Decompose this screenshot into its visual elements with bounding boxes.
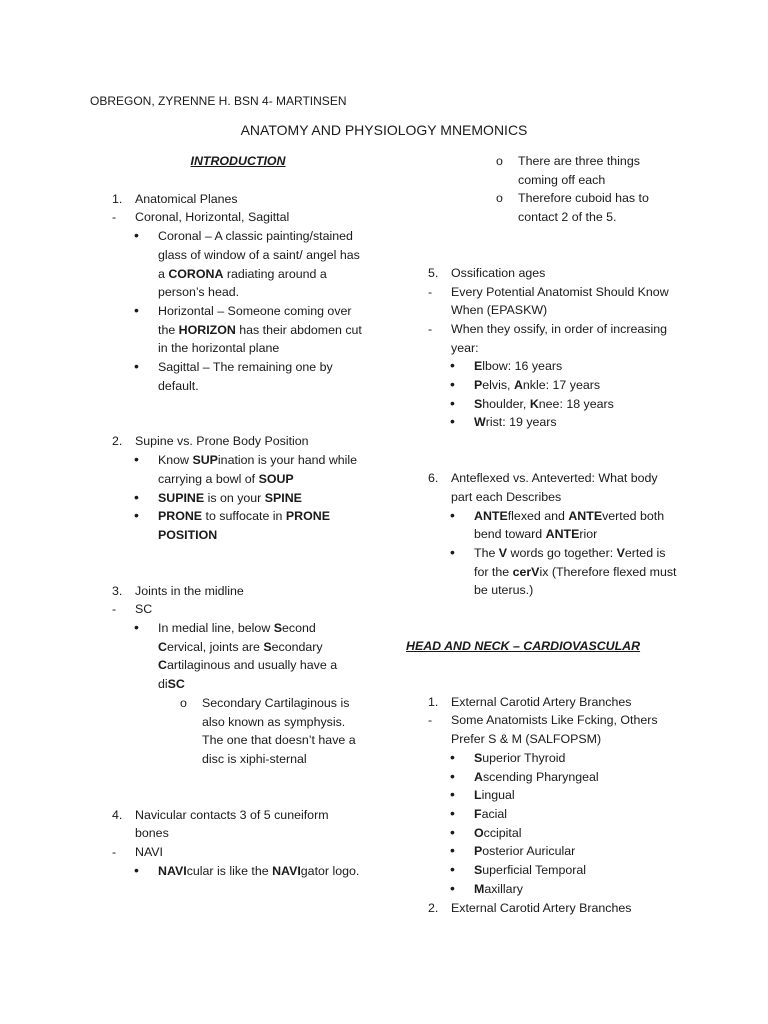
list-item-text: C	[158, 639, 167, 654]
list-item-text: scending Pharyngeal	[482, 769, 599, 784]
list-item-text: S	[474, 750, 483, 765]
list-item	[112, 190, 364, 209]
list-item-text: SOUP	[258, 471, 294, 486]
list-item-text: F	[474, 806, 482, 821]
spacer	[428, 432, 680, 469]
list-item	[428, 899, 680, 918]
list-item-text: Know	[158, 453, 193, 468]
list-item	[428, 880, 680, 899]
list-item	[112, 227, 364, 302]
list-item	[112, 451, 364, 488]
list-item-text: nkle: 17 years	[522, 378, 601, 393]
section-heading-text: HEAD AND NECK	[406, 639, 510, 654]
list-item	[428, 786, 680, 805]
list-item-text: ANTE	[545, 527, 580, 542]
right-column	[406, 152, 680, 917]
list-item-text: ix (Therefore flexed must be uterus.)	[474, 564, 677, 598]
list-item	[428, 152, 680, 189]
list-item-text: flexed and	[507, 508, 569, 523]
list-item-text: lbow: 16 years	[482, 359, 563, 374]
list-marker: o	[496, 191, 503, 206]
list-item	[112, 862, 364, 881]
list-item-text: uperficial Temporal	[482, 863, 587, 878]
list-marker: •	[134, 861, 139, 878]
list-item-text: PRONE	[158, 509, 203, 524]
list-item-text: Sagittal – The remaining one by default.	[158, 360, 333, 393]
list-item-text: S	[474, 396, 483, 411]
list-item-text: ination is your hand while carrying a bowl of	[158, 453, 358, 486]
list-item	[112, 432, 364, 451]
list-item-text: External Carotid Artery Branches	[451, 900, 632, 915]
list-item-text: P	[474, 378, 483, 393]
list-item-text: V	[616, 545, 625, 560]
list-item-text: is on your	[204, 490, 265, 505]
list-item-text: SPINE	[264, 490, 302, 505]
list-item	[428, 507, 680, 544]
list-item-text: elvis,	[482, 378, 514, 393]
list-item-text: erted is for the	[474, 545, 666, 579]
list-item-text: rior	[579, 527, 598, 542]
list-marker: 4.	[112, 807, 123, 822]
list-marker: 5.	[428, 265, 439, 280]
list-marker: •	[450, 861, 455, 878]
list-marker: •	[450, 786, 455, 803]
list-item-text: W	[474, 415, 486, 430]
list-item-text: V	[498, 545, 508, 560]
list-item-text: M	[474, 881, 485, 896]
list-item-text: A	[474, 769, 483, 784]
list-item	[428, 357, 680, 376]
section-heading: HEAD AND NECK – CARDIOVASCULAR	[406, 639, 641, 654]
list-marker: •	[450, 394, 455, 411]
list-item-text: verted both bend toward	[474, 508, 665, 542]
list-item	[112, 208, 364, 227]
list-item-text: Some Anatomists Like Fcking, Others Prefer S & M (SALFOPSM)	[451, 713, 658, 747]
list-item-text: O	[474, 825, 484, 840]
list-marker: •	[134, 619, 139, 636]
list-item	[112, 600, 364, 619]
list-marker: -	[428, 713, 433, 728]
list-item	[112, 619, 364, 694]
list-marker: 1.	[112, 191, 123, 206]
list-item	[428, 189, 680, 226]
list-item-text: P	[474, 844, 483, 859]
list-item-text: HORIZON	[178, 322, 236, 337]
list-marker: 2.	[428, 900, 439, 915]
list-marker: •	[134, 451, 139, 468]
section-heading-text: CARDIOVASCULAR	[523, 639, 641, 654]
list-item-text: Supine vs. Prone Body Position	[135, 434, 309, 449]
list-item-text: NAVI	[272, 863, 301, 878]
list-marker: o	[180, 695, 187, 710]
list-item-text: houlder,	[482, 396, 530, 411]
list-item-text: CORONA	[168, 266, 224, 281]
list-item	[428, 749, 680, 768]
list-item	[428, 861, 680, 880]
list-item-text: econd	[281, 621, 316, 636]
list-item-text: Secondary Cartilaginous is also known as symphysis. The one that doesn’t have a disc is xiphi-sternal	[202, 695, 356, 766]
section-heading	[112, 152, 364, 171]
list-item	[112, 843, 364, 862]
document-title: ANATOMY AND PHYSIOLOGY MNEMONICS	[240, 122, 528, 138]
list-item-text: S	[273, 621, 282, 636]
list-item-text: SUP	[192, 453, 218, 468]
list-item-text: S	[263, 639, 272, 654]
list-item-text: has their abdomen cut in the horizontal plane	[158, 322, 362, 356]
list-item-text: gator logo.	[300, 863, 360, 878]
list-item-text: artilaginous and usually have a di	[158, 658, 338, 692]
section-heading-text: INTRODUCTION	[190, 154, 286, 168]
list-marker: •	[450, 823, 455, 840]
list-item-text: K	[529, 396, 539, 411]
list-marker: -	[112, 602, 117, 617]
list-marker: 3.	[112, 583, 123, 598]
list-marker: 1.	[428, 694, 439, 709]
list-marker: •	[450, 413, 455, 430]
spacer	[428, 656, 680, 693]
list-item-text: ccipital	[483, 825, 522, 840]
list-item-text: ANTE	[568, 508, 603, 523]
list-item-text: to suffocate in	[202, 509, 286, 524]
list-item	[428, 824, 680, 843]
list-marker: •	[450, 879, 455, 896]
list-item-text: cerV	[512, 564, 540, 579]
list-item-text: rist: 19 years	[485, 415, 557, 430]
list-marker: -	[428, 284, 433, 299]
list-item	[428, 264, 680, 283]
list-marker: •	[450, 506, 455, 523]
list-item-text: A	[513, 378, 523, 393]
list-item-text: ingual	[481, 788, 515, 803]
list-item-text: PRONE POSITION	[158, 509, 330, 542]
list-item	[112, 489, 364, 508]
list-marker: -	[112, 845, 117, 860]
list-item-text: ervical, joints are	[166, 639, 264, 654]
list-item	[428, 842, 680, 861]
list-item-text: uperior Thyroid	[482, 750, 566, 765]
list-marker: •	[450, 543, 455, 560]
list-item-text: Coronal – A classic painting/stained glass of window of a saint/ angel has a	[158, 229, 360, 281]
list-item-text: Therefore cuboid has to contact 2 of the 5.	[518, 191, 649, 225]
list-item	[112, 507, 364, 544]
list-item	[428, 693, 680, 712]
list-item-text: radiating around a person’s head.	[158, 266, 327, 300]
list-item-text: Navicular contacts 3 of 5 cuneiform bones	[135, 807, 329, 841]
list-marker: -	[112, 210, 117, 225]
list-item	[428, 283, 680, 320]
list-marker: •	[450, 842, 455, 859]
list-item-text: S	[474, 863, 483, 878]
list-marker: •	[134, 358, 139, 375]
list-marker: •	[450, 376, 455, 393]
list-item	[428, 395, 680, 414]
list-item	[428, 768, 680, 787]
list-marker: •	[134, 507, 139, 524]
list-item-text: L	[474, 788, 482, 803]
list-item-text: econdary	[271, 639, 323, 654]
list-item-text: C	[158, 658, 167, 673]
list-item	[112, 806, 364, 843]
list-item-text: Anteflexed vs. Anteverted: What body part each Describes	[451, 471, 658, 504]
list-item	[428, 413, 680, 432]
list-item-text: nee: 18 years	[538, 396, 614, 411]
list-item-text: osterior Auricular	[482, 844, 576, 859]
list-item-text: acial	[481, 806, 508, 821]
list-item-text: SC	[135, 602, 153, 617]
list-item-text: words go together:	[507, 545, 617, 560]
list-marker: -	[428, 321, 433, 336]
list-item-text: cular is like the	[186, 863, 273, 878]
list-item-text: NAVI	[158, 863, 187, 878]
spacer	[112, 171, 364, 190]
list-item	[112, 694, 364, 769]
list-item	[428, 711, 680, 748]
list-item-text: Coronal, Horizontal, Sagittal	[135, 210, 290, 225]
list-marker: •	[134, 488, 139, 505]
list-marker: •	[134, 301, 139, 318]
list-item	[428, 469, 680, 506]
list-item	[428, 320, 680, 357]
spacer	[112, 769, 364, 806]
list-item-text: Anatomical Planes	[135, 191, 238, 206]
list-item-text: SUPINE	[158, 490, 205, 505]
left-column	[112, 152, 364, 881]
list-item-text: NAVI	[135, 845, 163, 860]
list-marker: o	[496, 154, 503, 168]
list-marker: •	[134, 227, 139, 244]
list-marker: 6.	[428, 471, 439, 486]
spacer	[428, 600, 680, 637]
list-marker: 2.	[112, 434, 123, 449]
list-marker: •	[450, 357, 455, 374]
spacer	[112, 545, 364, 582]
list-item-text: Horizontal – Someone coming over the	[158, 303, 352, 337]
list-item-text: Ossification ages	[451, 265, 546, 280]
list-item	[428, 805, 680, 824]
list-item-text: E	[474, 359, 483, 374]
list-item-text: axillary	[484, 881, 523, 896]
spacer	[428, 227, 680, 264]
list-item-text: The	[474, 545, 499, 560]
list-item-text: There are three things coming off each	[518, 154, 640, 187]
list-item	[112, 302, 364, 358]
list-item-text: When they ossify, in order of increasing year:	[451, 321, 668, 355]
list-item	[428, 376, 680, 395]
list-marker: •	[450, 767, 455, 784]
list-item	[112, 358, 364, 395]
list-item	[112, 582, 364, 601]
list-marker: •	[450, 748, 455, 765]
list-item-text: In medial line, below	[158, 621, 274, 636]
list-item	[428, 544, 680, 600]
author-header: OBREGON, ZYRENNE H. BSN 4- MARTINSEN	[90, 94, 347, 108]
list-item-text: External Carotid Artery Branches	[451, 694, 632, 709]
list-item-text: Every Potential Anatomist Should Know When (EPASKW)	[451, 284, 669, 318]
spacer	[112, 395, 364, 432]
list-item-text: Joints in the midline	[135, 583, 244, 598]
list-marker: •	[450, 804, 455, 821]
list-item-text: SC	[167, 677, 185, 692]
list-item-text: ANTE	[474, 508, 508, 523]
